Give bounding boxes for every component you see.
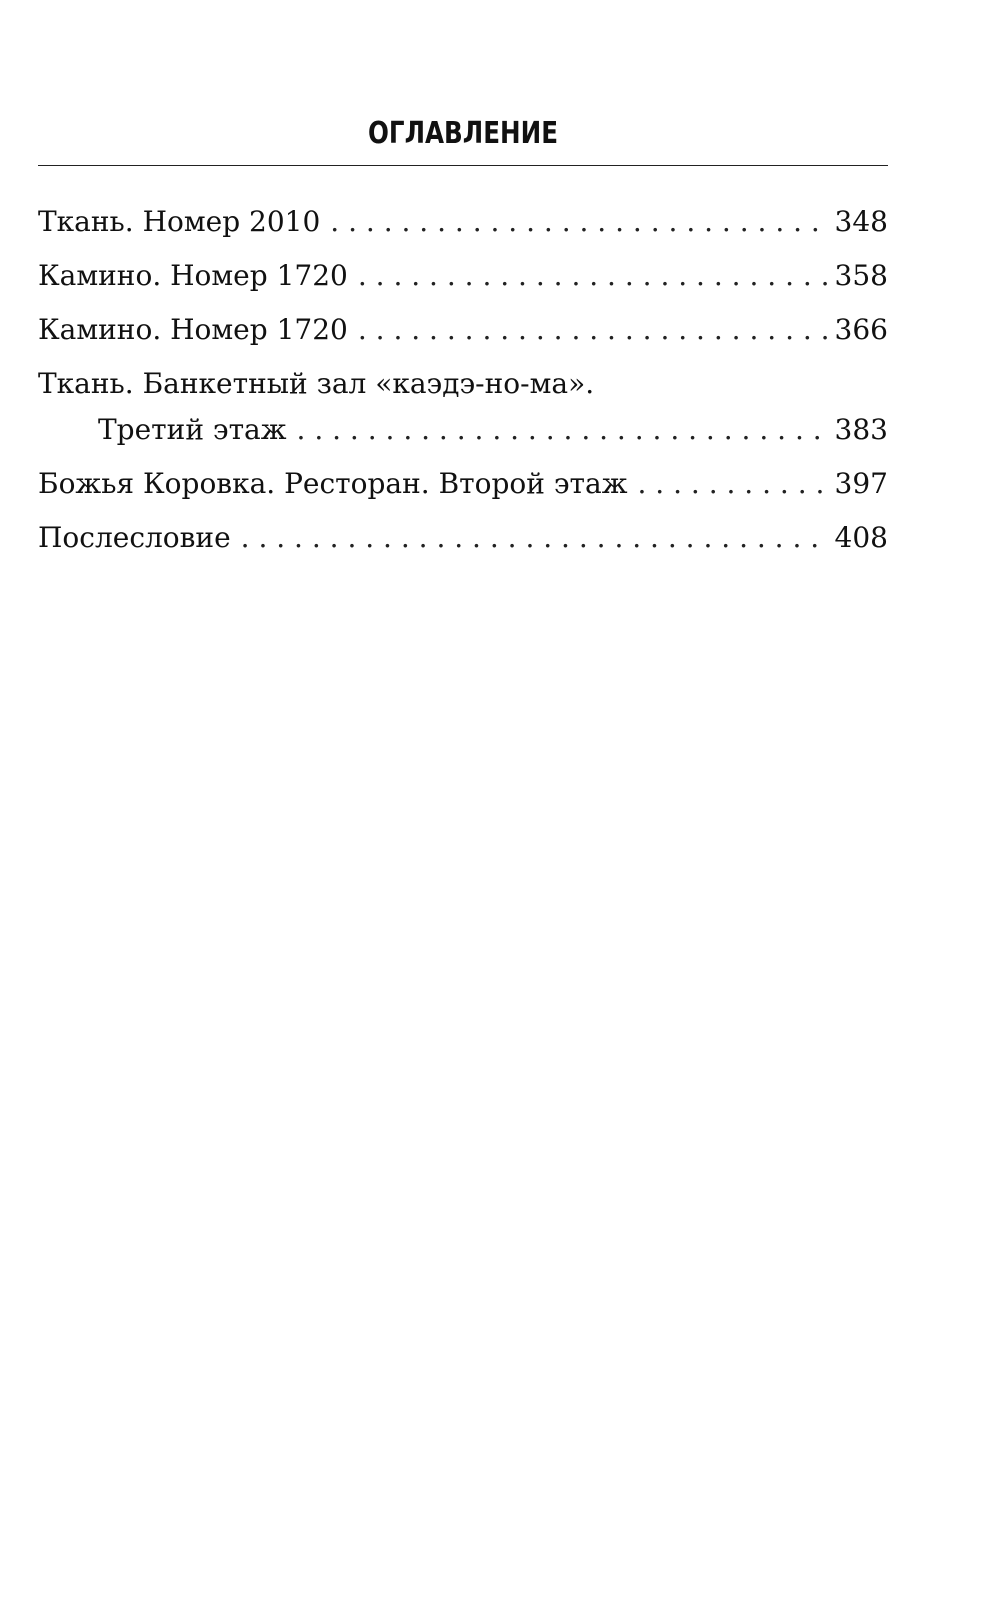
dot-leader [330,199,828,245]
dot-leader [358,253,829,299]
toc-entry-page: 348 [834,205,888,238]
toc-entry-title: Камино. Номер 1720 [38,259,348,292]
toc-entry-page: 408 [834,521,888,554]
toc-entry-title: Ткань. Номер 2010 [38,205,321,238]
toc-entry[interactable] [38,361,888,453]
toc-entry-title: Божья Коровка. Ресторан. Второй этаж [38,467,628,500]
toc-entry[interactable] [38,307,888,353]
dot-leader [358,307,829,353]
toc-entry[interactable] [38,461,888,507]
dot-leader [297,407,829,453]
toc-heading: ОГЛАВЛЕНИЕ [367,116,559,151]
toc-list [38,199,888,569]
toc-entry-title-continuation: Третий этаж [98,413,287,446]
toc-entry-title: Ткань. Банкетный зал «каэдэ-но-ма». [38,367,595,400]
toc-entry-page: 383 [834,413,888,446]
toc-entry[interactable] [38,253,888,299]
heading-rule [38,165,888,166]
toc-entry-title: Камино. Номер 1720 [38,313,348,346]
toc-entry-page: 397 [834,467,888,500]
dot-leader [637,461,828,507]
toc-entry-page: 366 [834,313,888,346]
toc-entry[interactable] [38,199,888,245]
toc-entry[interactable] [38,515,888,561]
dot-leader [241,515,829,561]
toc-entry-title: Послесловие [38,521,231,554]
toc-entry-page: 358 [834,259,888,292]
